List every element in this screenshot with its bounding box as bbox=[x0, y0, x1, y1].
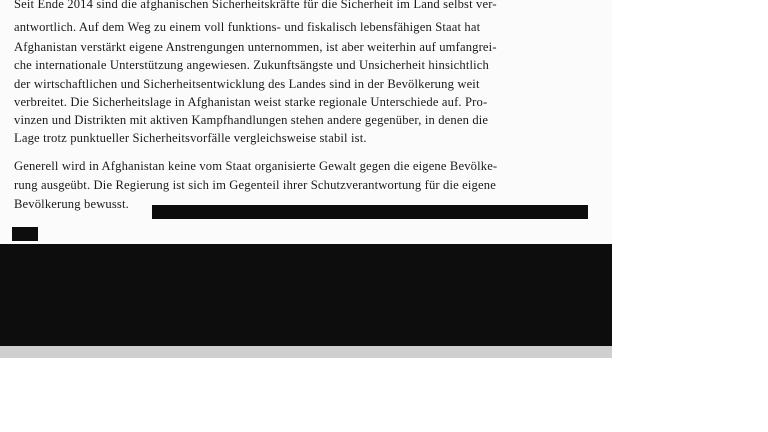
redaction-bar-small bbox=[12, 227, 38, 241]
paragraph-1-line-7: vinzen und Distrikten mit aktiven Kampfhandlungen stehen andere gegenüber, in denen die bbox=[14, 113, 489, 127]
scan-bottom-edge bbox=[0, 346, 612, 358]
paragraph-1-line-6: verbreitet. Die Sicherheitslage in Afghanistan weist starke regionale Unterschiede auf. Pro- bbox=[14, 95, 488, 109]
redaction-block-large bbox=[0, 244, 612, 348]
paragraph-1-line-3: Afghanistan verstärkt eigene Anstrengungen unternommen, ist aber weiterhin auf umfangrei- bbox=[14, 40, 497, 54]
paragraph-1-line-1: Seit Ende 2014 sind die afghanischen Sicherheitskräfte für die Sicherheit im Land selbst ver- bbox=[14, 0, 497, 11]
paragraph-1-line-4: che internationale Unterstützung angewiesen. Zukunftsängste und Unsicherheit hinsichtlich bbox=[14, 58, 489, 72]
paragraph-2-line-2: rung ausgeübt. Die Regierung ist sich im Gegenteil ihrer Schutzverantwortung für die eigene bbox=[14, 178, 496, 192]
redaction-bar-inline bbox=[152, 205, 588, 219]
paragraph-1-line-8: Lage trotz punktueller Sicherheitsvorfälle vergleichsweise stabil ist. bbox=[14, 131, 367, 145]
paragraph-1-line-2: antwortlich. Auf dem Weg zu einem voll funktions- und fiskalisch lebensfähigen Staat hat bbox=[14, 20, 481, 34]
paragraph-1-line-5: der wirtschaftlichen und Sicherheitsentwicklung des Landes sind in der Bevölkerung weit bbox=[14, 77, 480, 91]
paragraph-2-line-3: Bevölkerung bewusst. bbox=[14, 197, 129, 211]
paragraph-2-line-1: Generell wird in Afghanistan keine vom Staat organisierte Gewalt gegen die eigene Bevölke- bbox=[14, 159, 498, 173]
